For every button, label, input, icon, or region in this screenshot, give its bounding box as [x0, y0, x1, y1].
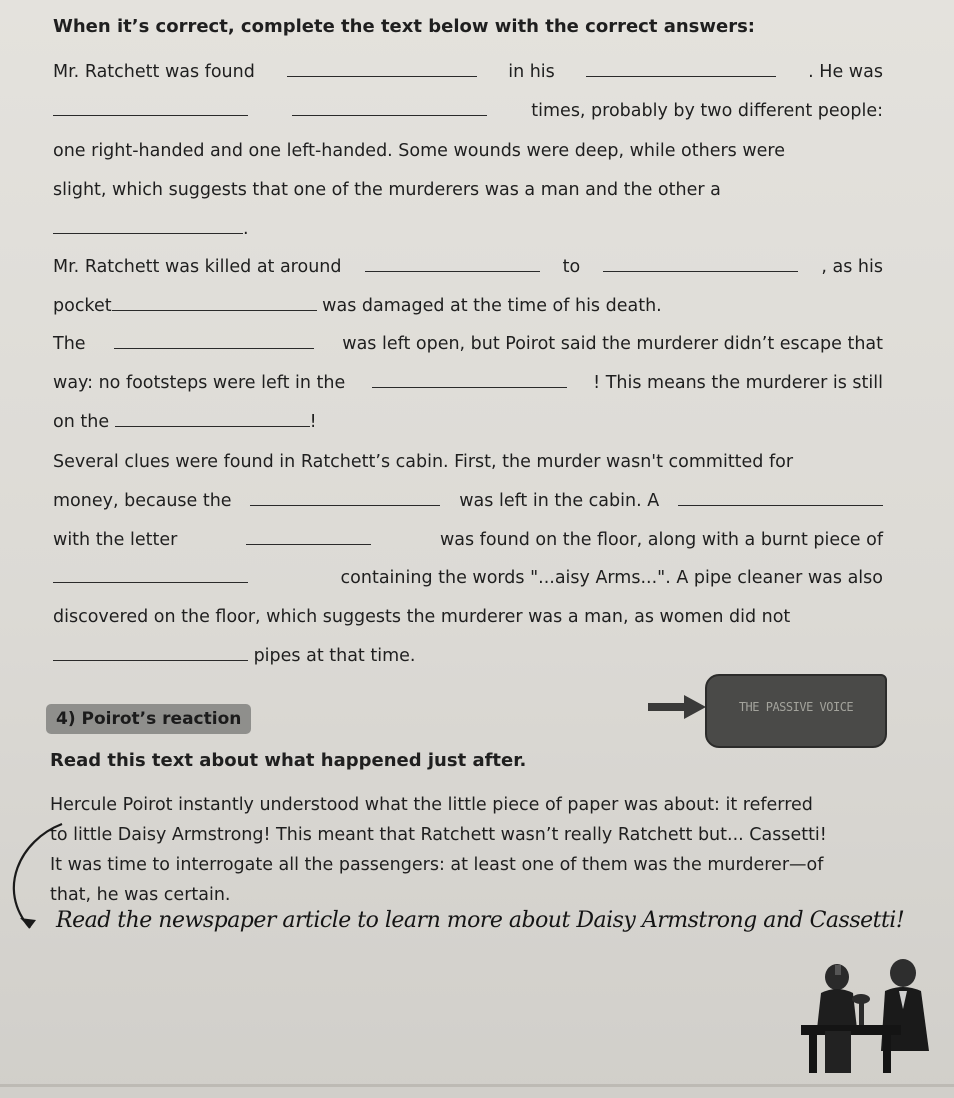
text: on the	[53, 412, 110, 432]
answer-blank[interactable]	[603, 257, 798, 272]
answer-blank[interactable]	[115, 412, 310, 427]
handwritten-note: Read the newspaper article to learn more about Daisy Armstrong and Cassetti!	[56, 908, 905, 933]
p4-line1: Several clues were found in Ratchett’s cabin. First, the murder wasn't committed for	[53, 452, 794, 472]
p1-line5	[53, 219, 249, 239]
text: was found on the floor, along with a burnt piece of	[439, 530, 883, 550]
text: . He was	[808, 62, 883, 82]
instruction-heading: When it’s correct, complete the text below with the correct answers:	[53, 16, 755, 37]
p1-line2	[53, 101, 883, 121]
p4-line4	[53, 568, 883, 588]
answer-blank[interactable]	[112, 296, 317, 311]
p1-line4: slight, which suggests that one of the murderers was a man and the other a	[53, 180, 721, 200]
text: times, probably by two different people:	[531, 101, 883, 121]
answer-blank[interactable]	[372, 373, 567, 388]
p4-line2	[53, 491, 883, 511]
section-prompt: Read this text about what happened just after.	[50, 750, 527, 771]
text: !	[309, 412, 317, 432]
p1-line1	[53, 62, 883, 82]
answer-blank[interactable]	[53, 646, 248, 661]
answer-blank[interactable]	[53, 568, 248, 583]
text: way: no footsteps were left in the	[53, 373, 346, 393]
text: to	[562, 257, 581, 277]
p4-line3	[53, 530, 883, 550]
p4-line5: discovered on the floor, which suggests the murderer was a man, as women did not	[53, 607, 791, 627]
answer-blank[interactable]	[53, 101, 248, 116]
p2-line1	[53, 257, 883, 277]
answer-blank[interactable]	[246, 530, 371, 545]
text: .	[243, 219, 249, 239]
text: , as his	[821, 257, 883, 277]
divider	[0, 1084, 954, 1087]
story-line2: to little Daisy Armstrong! This meant that Ratchett wasn’t really Ratchett but... Cassetti!	[50, 825, 827, 845]
story-line4: that, he was certain.	[50, 885, 231, 905]
text: Mr. Ratchett was found	[53, 62, 255, 82]
text: in his	[508, 62, 555, 82]
text: ! This means the murderer is still	[593, 373, 883, 393]
text: containing the words "...aisy Arms...". A pipe cleaner was also	[340, 568, 883, 588]
text: pipes at that time.	[253, 646, 416, 666]
story-line3: It was time to interrogate all the passengers: at least one of them was the murderer—of	[50, 855, 824, 875]
text: was damaged at the time of his death.	[322, 296, 662, 316]
text: with the letter	[53, 530, 178, 550]
answer-blank[interactable]	[586, 62, 776, 77]
text: was left open, but Poirot said the murderer didn’t escape that	[342, 334, 883, 354]
answer-blank[interactable]	[53, 219, 243, 234]
detective-interrogation-illustration-icon	[795, 955, 935, 1075]
p1-line3: one right-handed and one left-handed. Some wounds were deep, while others were	[53, 141, 785, 161]
answer-blank[interactable]	[678, 491, 883, 506]
text: The	[53, 334, 86, 354]
arrow-right-icon	[648, 695, 708, 719]
p3-line3	[53, 412, 317, 432]
answer-blank[interactable]	[250, 491, 440, 506]
section-title-badge: 4) Poirot’s reaction	[46, 704, 251, 734]
text: pocket	[53, 296, 112, 316]
text: money, because the	[53, 491, 232, 511]
text: Mr. Ratchett was killed at around	[53, 257, 342, 277]
story-line1: Hercule Poirot instantly understood what the little piece of paper was about: it referred	[50, 795, 813, 815]
passive-voice-badge: THE PASSIVE VOICE	[705, 674, 887, 748]
answer-blank[interactable]	[287, 62, 477, 77]
answer-blank[interactable]	[365, 257, 540, 272]
answer-blank[interactable]	[292, 101, 487, 116]
p3-line1	[53, 334, 883, 354]
text: was left in the cabin. A	[459, 491, 660, 511]
p4-line6	[53, 646, 415, 666]
p2-line2	[53, 296, 662, 316]
p3-line2	[53, 373, 883, 393]
answer-blank[interactable]	[114, 334, 314, 349]
